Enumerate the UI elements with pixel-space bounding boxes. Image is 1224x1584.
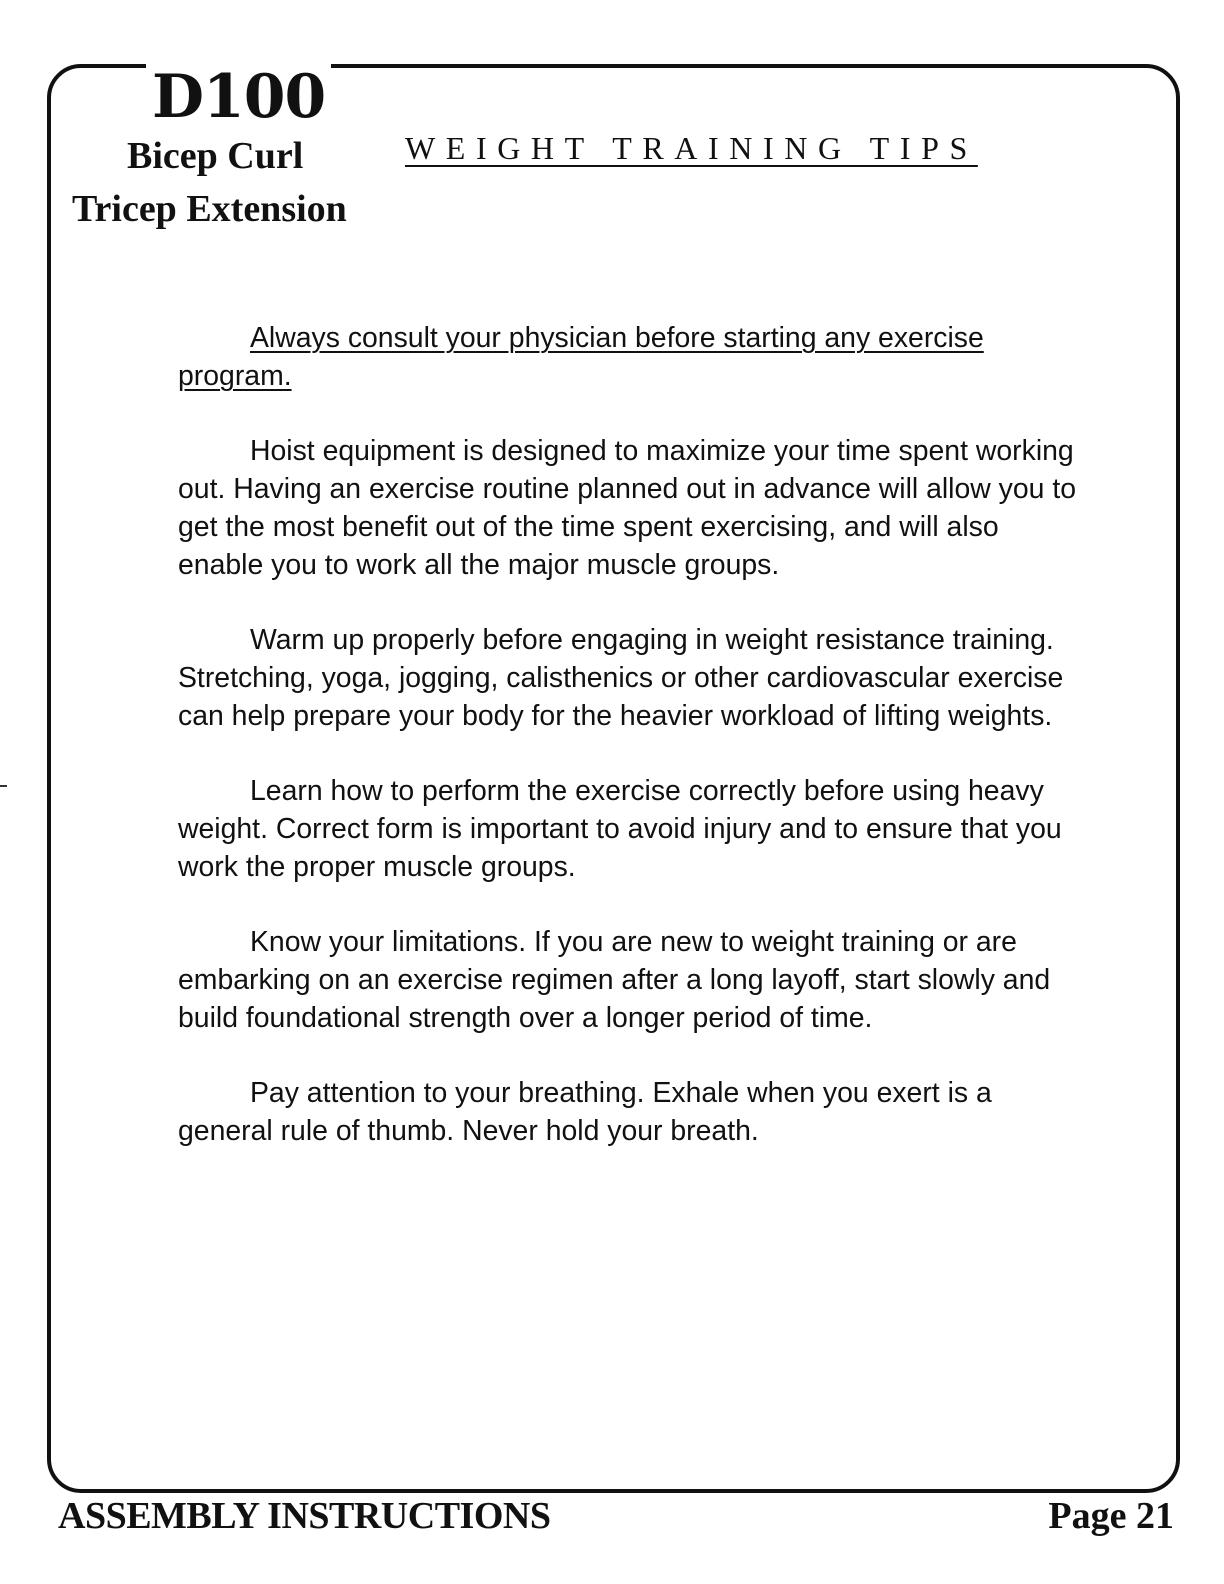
section-title: WEIGHT TRAINING TIPS (405, 130, 978, 166)
tip-paragraph-routine: Hoist equipment is designed to maximize your time spent working out. Having an exercise routine planned out in advance will allow you to get the most benefit out of the time spent exercising, and will also enable you to work all the major muscle groups. (178, 435, 1077, 581)
tip-paragraph-breathing: Pay attention to your breathing. Exhale when you exert is a general rule of thumb. Never hold your breath. (178, 1077, 992, 1147)
scan-margin-mark (0, 785, 7, 787)
footer-document-title: ASSEMBLY INSTRUCTIONS (58, 1495, 551, 1537)
tip-paragraph-limitations: Know your limitations. If you are new to weight training or are embarking on an exercise regimen after a long layoff, start slowly and build foundational strength over a longer period of time. (178, 926, 1051, 1034)
product-subtitle-line1: Bicep Curl (127, 135, 304, 177)
model-number: D100 (146, 62, 331, 132)
product-subtitle-line2: Tricep Extension (72, 188, 347, 230)
physician-warning: Always consult your physician before starting any exercise program. (178, 322, 984, 392)
tip-paragraph-warm-up: Warm up properly before engaging in weight resistance training. Stretching, yoga, jogging, calisthenics or other cardiovascular exercise can help prepare your body for the heavier workload of lifting weights. (178, 624, 1064, 732)
tip-paragraph-form: Learn how to perform the exercise correctly before using heavy weight. Correct form is important to avoid injury and to ensure that you work the proper muscle groups. (178, 775, 1062, 883)
footer-page-number: Page 21 (1048, 1495, 1174, 1537)
tips-body (178, 319, 1078, 1187)
